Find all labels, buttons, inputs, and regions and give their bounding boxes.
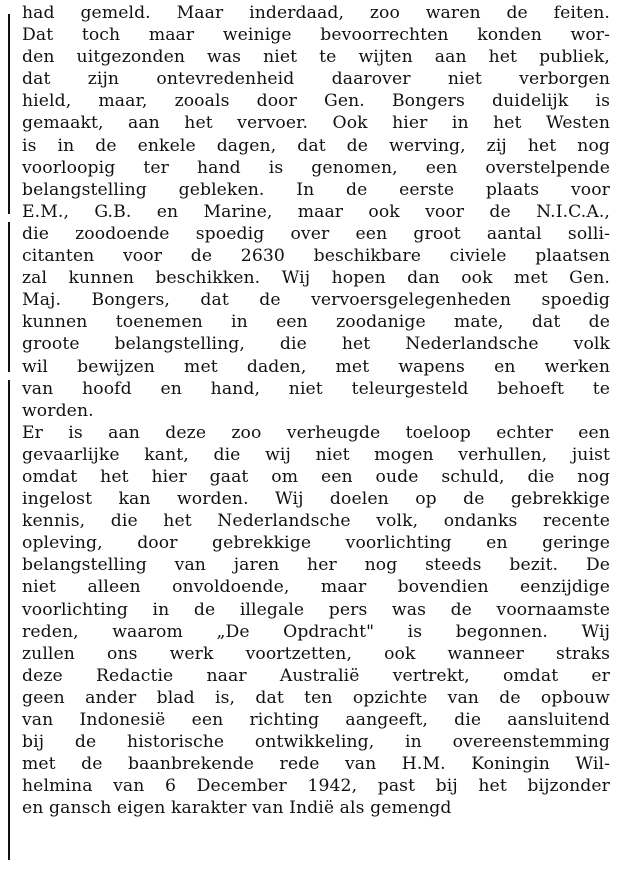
text-line: gemaakt, aan het vervoer. Ook hier in het Westen (22, 113, 610, 134)
text-line: van hoofd en hand, niet teleurgesteld behoeft te (22, 378, 610, 399)
text-line: worden. (22, 400, 94, 421)
text-line: wil bewijzen met daden, met wapens en werken (22, 356, 610, 377)
text-line: niet alleen onvoldoende, maar bovendien eenzijdige (22, 577, 610, 598)
text-line: hield, maar, zooals door Gen. Bongers duidelijk is (22, 91, 610, 112)
text-line: belangstelling van jaren her nog steeds bezit. De (22, 555, 610, 576)
text-line: bij de historische ontwikkeling, in overeenstemming (22, 732, 610, 753)
text-line: voorloopig ter hand is genomen, een overstelpende (22, 157, 610, 178)
text-line: Er is aan deze zoo verheugde toeloop echter een (22, 422, 610, 443)
text-line: groote belangstelling, die het Nederlandsche volk (22, 334, 610, 355)
text-line: die zoodoende spoedig over een groot aantal solli- (22, 223, 610, 244)
text-line: deze Redactie naar Australië vertrekt, omdat er (22, 665, 610, 686)
text-line: voorlichting in de illegale pers was de voornaamste (22, 599, 610, 620)
text-line: dat zijn ontevredenheid daarover niet verborgen (22, 69, 610, 90)
column-rule-middle (8, 222, 10, 372)
text-line: Maj. Bongers, dat de vervoersgelegenheden spoedig (22, 290, 610, 311)
text-line: belangstelling gebleken. In de eerste plaats voor (22, 179, 610, 200)
text-line: reden, waarom „De Opdracht" is begonnen. Wij (22, 621, 610, 642)
text-line: ingelost kan worden. Wij doelen op de gebrekkige (22, 489, 610, 510)
text-line: E.M., G.B. en Marine, maar ook voor de N.I.C.A., (22, 201, 610, 222)
text-line: gevaarlijke kant, die wij niet mogen verhullen, juist (22, 444, 610, 465)
text-line: is in de enkele dagen, dat de werving, zij het nog (22, 135, 610, 156)
text-line: en gansch eigen karakter van Indië als gemengd (22, 798, 452, 819)
article-column (22, 2, 610, 819)
text-line: zal kunnen beschikken. Wij hopen dan ook met Gen. (22, 268, 610, 289)
text-line: omdat het hier gaat om een oude schuld, die nog (22, 466, 610, 487)
column-rule-top (8, 14, 10, 214)
column-rule-bottom (8, 380, 10, 860)
paragraph (22, 2, 610, 422)
text-line: opleving, door gebrekkige voorlichting en geringe (22, 533, 610, 554)
text-line: geen ander blad is, dat ten opzichte van de opbouw (22, 687, 610, 708)
paragraph (22, 422, 610, 820)
text-line: met de baanbrekende rede van H.M. Koningin Wil- (22, 754, 610, 775)
text-line: Dat toch maar weinige bevoorrechten konden wor- (22, 25, 610, 46)
text-line: had gemeld. Maar inderdaad, zoo waren de feiten. (22, 3, 610, 23)
text-line: den uitgezonden was niet te wijten aan het publiek, (22, 47, 610, 68)
text-line: kennis, die het Nederlandsche volk, ondanks recente (22, 511, 610, 532)
text-line: zullen ons werk voortzetten, ook wanneer straks (22, 643, 610, 664)
text-line: citanten voor de 2630 beschikbare civiele plaatsen (22, 246, 610, 267)
text-line: kunnen toenemen in een zoodanige mate, dat de (22, 312, 610, 333)
text-line: van Indonesië een richting aangeeft, die aansluitend (22, 710, 610, 730)
text-line: helmina van 6 December 1942, past bij het bijzonder (22, 776, 610, 797)
